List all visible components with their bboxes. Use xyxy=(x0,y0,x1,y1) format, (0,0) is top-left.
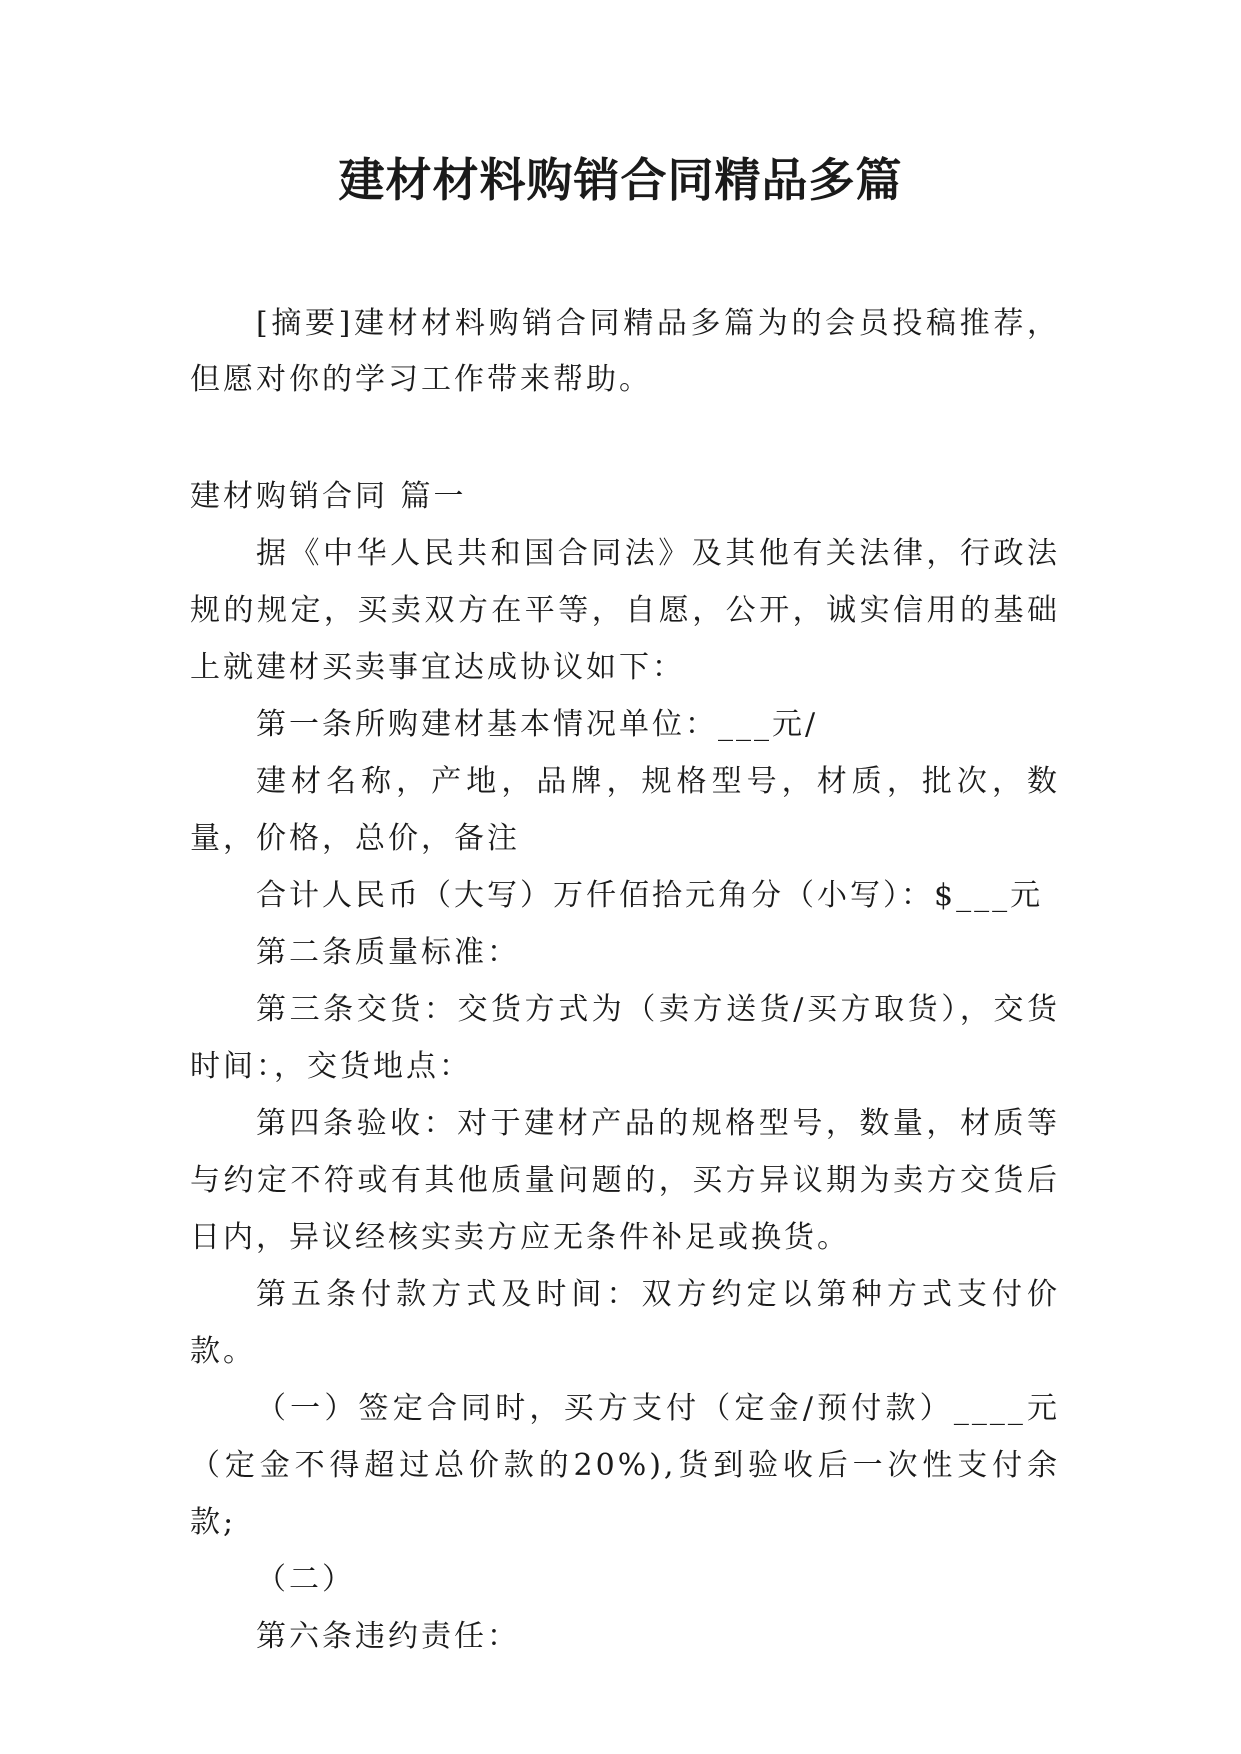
payment-option-1-paragraph: （一）签定合同时，买方支付（定金/预付款）____元（定金不得超过总价款的20%),货到验收后一次性支付余款; xyxy=(190,1391,1060,1540)
document-title: 建材材料购销合同精品多篇 xyxy=(338,153,903,207)
article-6-paragraph: 第六条违约责任： xyxy=(256,1619,520,1654)
payment-option-2-paragraph: （二） xyxy=(256,1562,355,1597)
article-5-paragraph: 第五条付款方式及时间：双方约定以第种方式支付价款。 xyxy=(190,1277,1060,1369)
preamble-paragraph: 据《中华人民共和国合同法》及其他有关法律，行政法规的规定，买卖双方在平等，自愿，公开，诚实信用的基础上就建材买卖事宜达成协议如下： xyxy=(190,536,1060,685)
section-heading: 建材购销合同 篇一 xyxy=(190,479,467,514)
article-1-paragraph: 第一条所购建材基本情况单位：___元/ xyxy=(256,707,819,742)
article-2-paragraph: 第二条质量标准： xyxy=(256,935,520,970)
contract-content xyxy=(190,468,1060,1665)
material-fields-paragraph: 建材名称，产地，品牌，规格型号，材质，批次，数量，价格，总价，备注 xyxy=(190,764,1060,856)
article-4-paragraph: 第四条验收：对于建材产品的规格型号，数量，材质等与约定不符或有其他质量问题的，买方异议期为卖方交货后日内，异议经核实卖方应无条件补足或换货。 xyxy=(190,1106,1060,1255)
article-3-paragraph: 第三条交货：交货方式为（卖方送货/买方取货），交货时间：，交货地点： xyxy=(190,992,1060,1084)
abstract-paragraph: [摘要]建材材料购销合同精品多篇为的会员投稿推荐，但愿对你的学习工作带来帮助。 xyxy=(190,306,1060,397)
total-amount-paragraph: 合计人民币（大写）万仟佰拾元角分（小写）：$___元 xyxy=(256,878,1044,913)
